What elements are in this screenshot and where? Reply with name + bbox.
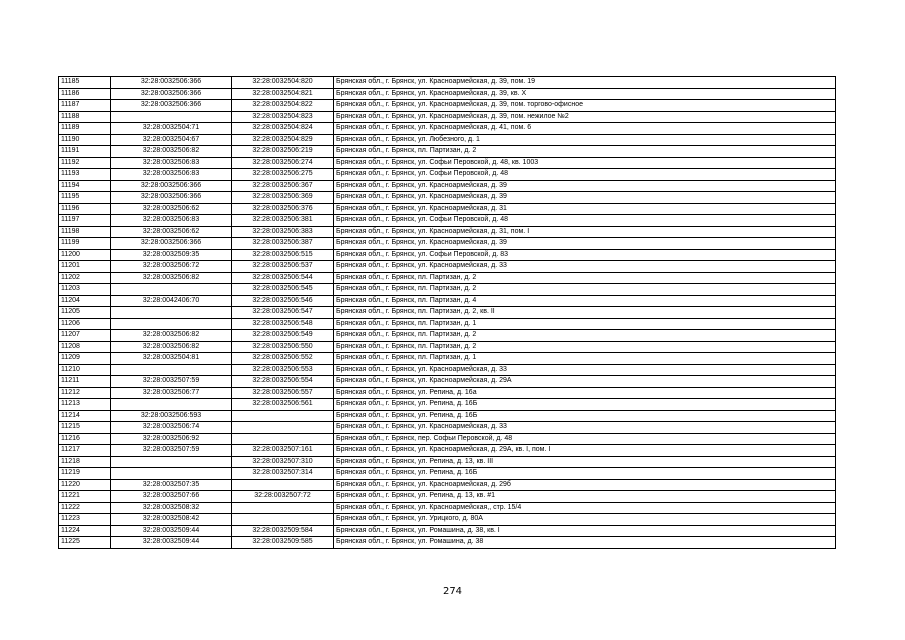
table-row bbox=[59, 111, 836, 123]
address-cell: Брянская обл., г. Брянск, пл. Партизан, д. 1 bbox=[334, 353, 836, 365]
address-cell: Брянская обл., г. Брянск, ул. Красноармейская, д. 33 bbox=[334, 364, 836, 376]
row-number-cell: 11201 bbox=[59, 261, 111, 273]
cadastral-number-cell: 32:28:0032506:366 bbox=[111, 77, 232, 89]
cadastral-number-cell: 32:28:0032506:82 bbox=[111, 272, 232, 284]
address-cell: Брянская обл., г. Брянск, ул. Софьи Перовской, д. 48 bbox=[334, 169, 836, 181]
row-number-cell: 11189 bbox=[59, 123, 111, 135]
address-cell: Брянская обл., г. Брянск, пл. Партизан, д. 2 bbox=[334, 341, 836, 353]
object-cadastral-number-cell: 32:28:0032504:824 bbox=[232, 123, 334, 135]
row-number-cell: 11222 bbox=[59, 502, 111, 514]
object-cadastral-number-cell: 32:28:0032506:275 bbox=[232, 169, 334, 181]
table-row bbox=[59, 146, 836, 158]
object-cadastral-number-cell: 32:28:0032506:552 bbox=[232, 353, 334, 365]
object-cadastral-number-cell: 32:28:0032504:829 bbox=[232, 134, 334, 146]
row-number-cell: 11187 bbox=[59, 100, 111, 112]
object-cadastral-number-cell: 32:28:0032506:376 bbox=[232, 203, 334, 215]
row-number-cell: 11202 bbox=[59, 272, 111, 284]
cadastral-number-cell: 32:28:0032507:59 bbox=[111, 376, 232, 388]
cadastral-number-cell: 32:28:0032507:66 bbox=[111, 491, 232, 503]
table-row bbox=[59, 215, 836, 227]
object-cadastral-number-cell: 32:28:0032506:387 bbox=[232, 238, 334, 250]
object-cadastral-number-cell: 32:28:0032506:537 bbox=[232, 261, 334, 273]
table-row bbox=[59, 203, 836, 215]
table-row bbox=[59, 468, 836, 480]
object-cadastral-number-cell: 32:28:0032504:822 bbox=[232, 100, 334, 112]
address-cell: Брянская обл., г. Брянск, ул. Красноармейская, д. 39, кв. X bbox=[334, 88, 836, 100]
cadastral-number-cell: 32:28:0032506:62 bbox=[111, 226, 232, 238]
address-cell: Брянская обл., г. Брянск, ул. Софьи Перовской, д. 48 bbox=[334, 215, 836, 227]
table-row bbox=[59, 88, 836, 100]
table-row bbox=[59, 180, 836, 192]
table-row bbox=[59, 192, 836, 204]
row-number-cell: 11210 bbox=[59, 364, 111, 376]
table-row bbox=[59, 261, 836, 273]
cadastral-number-cell: 32:28:0032506:77 bbox=[111, 387, 232, 399]
cadastral-number-cell bbox=[111, 111, 232, 123]
table-row bbox=[59, 399, 836, 411]
address-cell: Брянская обл., г. Брянск, ул. Софьи Перовской, д. 48, кв. 1003 bbox=[334, 157, 836, 169]
table-row bbox=[59, 456, 836, 468]
address-cell: Брянская обл., г. Брянск, ул. Красноармейская, д. 39, пом. нежилое №2 bbox=[334, 111, 836, 123]
table-row bbox=[59, 445, 836, 457]
object-cadastral-number-cell: 32:28:0032506:561 bbox=[232, 399, 334, 411]
address-cell: Брянская обл., г. Брянск, пл. Партизан, д. 4 bbox=[334, 295, 836, 307]
table-row bbox=[59, 134, 836, 146]
row-number-cell: 11216 bbox=[59, 433, 111, 445]
address-cell: Брянская обл., г. Брянск, ул. Любезного, д. 1 bbox=[334, 134, 836, 146]
address-cell: Брянская обл., г. Брянск, ул. Репина, д. 13, кв. III bbox=[334, 456, 836, 468]
object-cadastral-number-cell: 32:28:0032506:383 bbox=[232, 226, 334, 238]
object-cadastral-number-cell: 32:28:0032504:823 bbox=[232, 111, 334, 123]
table-row bbox=[59, 100, 836, 112]
cadastral-number-cell: 32:28:0042406:70 bbox=[111, 295, 232, 307]
object-cadastral-number-cell: 32:28:0032506:544 bbox=[232, 272, 334, 284]
table-row bbox=[59, 433, 836, 445]
cadastral-number-cell: 32:28:0032506:92 bbox=[111, 433, 232, 445]
cadastral-number-cell: 32:28:0032506:62 bbox=[111, 203, 232, 215]
object-cadastral-number-cell: 32:28:0032506:553 bbox=[232, 364, 334, 376]
address-cell: Брянская обл., г. Брянск, пл. Партизан, д. 2 bbox=[334, 284, 836, 296]
table-row bbox=[59, 284, 836, 296]
cadastral-number-cell bbox=[111, 307, 232, 319]
object-cadastral-number-cell bbox=[232, 433, 334, 445]
table-row bbox=[59, 502, 836, 514]
object-cadastral-number-cell bbox=[232, 514, 334, 526]
table-row bbox=[59, 226, 836, 238]
address-cell: Брянская обл., г. Брянск, ул. Репина, д. 16а bbox=[334, 387, 836, 399]
cadastral-number-cell: 32:28:0032506:593 bbox=[111, 410, 232, 422]
table-row bbox=[59, 525, 836, 537]
cadastral-number-cell: 32:28:0032506:83 bbox=[111, 169, 232, 181]
row-number-cell: 11200 bbox=[59, 249, 111, 261]
row-number-cell: 11188 bbox=[59, 111, 111, 123]
address-cell: Брянская обл., г. Брянск, ул. Красноармейская, д. 31 bbox=[334, 203, 836, 215]
address-cell: Брянская обл., г. Брянск, ул. Репина, д. 13, кв. #1 bbox=[334, 491, 836, 503]
row-number-cell: 11218 bbox=[59, 456, 111, 468]
cadastral-number-cell: 32:28:0032509:44 bbox=[111, 525, 232, 537]
object-cadastral-number-cell: 32:28:0032506:274 bbox=[232, 157, 334, 169]
row-number-cell: 11212 bbox=[59, 387, 111, 399]
table-row bbox=[59, 249, 836, 261]
row-number-cell: 11194 bbox=[59, 180, 111, 192]
cadastral-number-cell: 32:28:0032509:44 bbox=[111, 537, 232, 549]
cadastral-number-cell: 32:28:0032508:42 bbox=[111, 514, 232, 526]
table-row bbox=[59, 295, 836, 307]
row-number-cell: 11224 bbox=[59, 525, 111, 537]
object-cadastral-number-cell: 32:28:0032506:545 bbox=[232, 284, 334, 296]
cadastral-number-cell bbox=[111, 468, 232, 480]
cadastral-number-cell: 32:28:0032504:81 bbox=[111, 353, 232, 365]
table-row bbox=[59, 307, 836, 319]
row-number-cell: 11192 bbox=[59, 157, 111, 169]
address-cell: Брянская обл., г. Брянск, пл. Партизан, д. 2 bbox=[334, 272, 836, 284]
cadastral-number-cell: 32:28:0032504:71 bbox=[111, 123, 232, 135]
row-number-cell: 11204 bbox=[59, 295, 111, 307]
cadastral-number-cell: 32:28:0032506:366 bbox=[111, 192, 232, 204]
cadastral-table bbox=[58, 76, 836, 549]
cadastral-number-cell: 32:28:0032506:74 bbox=[111, 422, 232, 434]
cadastral-number-cell: 32:28:0032506:83 bbox=[111, 215, 232, 227]
row-number-cell: 11185 bbox=[59, 77, 111, 89]
address-cell: Брянская обл., г. Брянск, ул. Красноармейская, д. 29А, кв. I, пом. I bbox=[334, 445, 836, 457]
table-body bbox=[59, 77, 836, 549]
address-cell: Брянская обл., г. Брянск, ул. Репина, д. 16Б bbox=[334, 468, 836, 480]
object-cadastral-number-cell: 32:28:0032504:820 bbox=[232, 77, 334, 89]
cadastral-number-cell: 32:28:0032506:366 bbox=[111, 100, 232, 112]
address-cell: Брянская обл., г. Брянск, ул. Урицкого, д. 80А bbox=[334, 514, 836, 526]
row-number-cell: 11209 bbox=[59, 353, 111, 365]
object-cadastral-number-cell: 32:28:0032506:550 bbox=[232, 341, 334, 353]
cadastral-number-cell: 32:28:0032506:366 bbox=[111, 180, 232, 192]
row-number-cell: 11213 bbox=[59, 399, 111, 411]
address-cell: Брянская обл., г. Брянск, ул. Красноармейская, д. 39 bbox=[334, 238, 836, 250]
object-cadastral-number-cell: 32:28:0032506:381 bbox=[232, 215, 334, 227]
address-cell: Брянская обл., г. Брянск, ул. Красноармейская, д. 33 bbox=[334, 422, 836, 434]
address-cell: Брянская обл., г. Брянск, ул. Красноармейская, д. 41, пом. 6 bbox=[334, 123, 836, 135]
row-number-cell: 11219 bbox=[59, 468, 111, 480]
cadastral-number-cell bbox=[111, 456, 232, 468]
address-cell: Брянская обл., г. Брянск, ул. Красноармейская, д. 39 bbox=[334, 192, 836, 204]
table-row bbox=[59, 341, 836, 353]
address-cell: Брянская обл., г. Брянск, пл. Партизан, д. 1 bbox=[334, 318, 836, 330]
address-cell: Брянская обл., г. Брянск, ул. Красноармейская, д. 29б bbox=[334, 479, 836, 491]
address-cell: Брянская обл., г. Брянск, ул. Красноармейская, д. 29А bbox=[334, 376, 836, 388]
address-cell: Брянская обл., г. Брянск, ул. Красноармейская, д. 39, пом. торгово-офисное bbox=[334, 100, 836, 112]
object-cadastral-number-cell bbox=[232, 479, 334, 491]
table-row bbox=[59, 77, 836, 89]
row-number-cell: 11205 bbox=[59, 307, 111, 319]
object-cadastral-number-cell: 32:28:0032506:367 bbox=[232, 180, 334, 192]
object-cadastral-number-cell: 32:28:0032506:546 bbox=[232, 295, 334, 307]
row-number-cell: 11203 bbox=[59, 284, 111, 296]
object-cadastral-number-cell: 32:28:0032509:585 bbox=[232, 537, 334, 549]
row-number-cell: 11207 bbox=[59, 330, 111, 342]
table-row bbox=[59, 410, 836, 422]
object-cadastral-number-cell: 32:28:0032507:314 bbox=[232, 468, 334, 480]
cadastral-number-cell: 32:28:0032506:366 bbox=[111, 88, 232, 100]
table-row bbox=[59, 157, 836, 169]
object-cadastral-number-cell: 32:28:0032507:161 bbox=[232, 445, 334, 457]
cadastral-number-cell: 32:28:0032506:83 bbox=[111, 157, 232, 169]
cadastral-number-cell bbox=[111, 399, 232, 411]
table-row bbox=[59, 238, 836, 250]
address-cell: Брянская обл., г. Брянск, пл. Партизан, д. 2 bbox=[334, 146, 836, 158]
table-row bbox=[59, 330, 836, 342]
cadastral-number-cell: 32:28:0032506:72 bbox=[111, 261, 232, 273]
object-cadastral-number-cell: 32:28:0032506:515 bbox=[232, 249, 334, 261]
table-row bbox=[59, 364, 836, 376]
row-number-cell: 11217 bbox=[59, 445, 111, 457]
table-row bbox=[59, 537, 836, 549]
table-row bbox=[59, 422, 836, 434]
row-number-cell: 11208 bbox=[59, 341, 111, 353]
row-number-cell: 11197 bbox=[59, 215, 111, 227]
row-number-cell: 11191 bbox=[59, 146, 111, 158]
table-row bbox=[59, 169, 836, 181]
object-cadastral-number-cell: 32:28:0032507:310 bbox=[232, 456, 334, 468]
row-number-cell: 11186 bbox=[59, 88, 111, 100]
table-row bbox=[59, 479, 836, 491]
object-cadastral-number-cell: 32:28:0032506:549 bbox=[232, 330, 334, 342]
cadastral-number-cell: 32:28:0032506:82 bbox=[111, 330, 232, 342]
address-cell: Брянская обл., г. Брянск, пер. Софьи Перовской, д. 48 bbox=[334, 433, 836, 445]
cadastral-number-cell bbox=[111, 364, 232, 376]
address-cell: Брянская обл., г. Брянск, ул. Красноармейская, д. 39 bbox=[334, 180, 836, 192]
cadastral-number-cell bbox=[111, 318, 232, 330]
row-number-cell: 11215 bbox=[59, 422, 111, 434]
page-number: 274 bbox=[442, 586, 463, 597]
object-cadastral-number-cell: 32:28:0032504:821 bbox=[232, 88, 334, 100]
row-number-cell: 11190 bbox=[59, 134, 111, 146]
row-number-cell: 11214 bbox=[59, 410, 111, 422]
object-cadastral-number-cell: 32:28:0032509:584 bbox=[232, 525, 334, 537]
address-cell: Брянская обл., г. Брянск, ул. Репина, д. 16Б bbox=[334, 410, 836, 422]
row-number-cell: 11220 bbox=[59, 479, 111, 491]
object-cadastral-number-cell: 32:28:0032506:548 bbox=[232, 318, 334, 330]
table-row bbox=[59, 514, 836, 526]
table-row bbox=[59, 376, 836, 388]
object-cadastral-number-cell: 32:28:0032506:547 bbox=[232, 307, 334, 319]
row-number-cell: 11221 bbox=[59, 491, 111, 503]
row-number-cell: 11195 bbox=[59, 192, 111, 204]
object-cadastral-number-cell: 32:28:0032506:369 bbox=[232, 192, 334, 204]
object-cadastral-number-cell: 32:28:0032506:554 bbox=[232, 376, 334, 388]
cadastral-number-cell: 32:28:0032507:59 bbox=[111, 445, 232, 457]
object-cadastral-number-cell bbox=[232, 502, 334, 514]
object-cadastral-number-cell: 32:28:0032506:219 bbox=[232, 146, 334, 158]
row-number-cell: 11193 bbox=[59, 169, 111, 181]
cadastral-number-cell: 32:28:0032506:366 bbox=[111, 238, 232, 250]
object-cadastral-number-cell: 32:28:0032507:72 bbox=[232, 491, 334, 503]
cadastral-number-cell: 32:28:0032506:82 bbox=[111, 146, 232, 158]
row-number-cell: 11196 bbox=[59, 203, 111, 215]
address-cell: Брянская обл., г. Брянск, пл. Партизан, д. 2, кв. II bbox=[334, 307, 836, 319]
cadastral-number-cell: 32:28:0032507:35 bbox=[111, 479, 232, 491]
row-number-cell: 11223 bbox=[59, 514, 111, 526]
row-number-cell: 11211 bbox=[59, 376, 111, 388]
cadastral-number-cell: 32:28:0032508:32 bbox=[111, 502, 232, 514]
address-cell: Брянская обл., г. Брянск, ул. Ромашина, д. 38 bbox=[334, 537, 836, 549]
table-row bbox=[59, 123, 836, 135]
address-cell: Брянская обл., г. Брянск, ул. Красноармейская, д. 31, пом. I bbox=[334, 226, 836, 238]
object-cadastral-number-cell bbox=[232, 410, 334, 422]
address-cell: Брянская обл., г. Брянск, ул. Ромашина, д. 38, кв. I bbox=[334, 525, 836, 537]
row-number-cell: 11206 bbox=[59, 318, 111, 330]
address-cell: Брянская обл., г. Брянск, ул. Софьи Перовской, д. 83 bbox=[334, 249, 836, 261]
row-number-cell: 11199 bbox=[59, 238, 111, 250]
table-row bbox=[59, 318, 836, 330]
row-number-cell: 11225 bbox=[59, 537, 111, 549]
table-row bbox=[59, 272, 836, 284]
cadastral-number-cell: 32:28:0032509:35 bbox=[111, 249, 232, 261]
cadastral-number-cell bbox=[111, 284, 232, 296]
cadastral-number-cell: 32:28:0032504:67 bbox=[111, 134, 232, 146]
address-cell: Брянская обл., г. Брянск, пл. Партизан, д. 2 bbox=[334, 330, 836, 342]
address-cell: Брянская обл., г. Брянск, ул. Красноармейская, д. 33 bbox=[334, 261, 836, 273]
cadastral-number-cell: 32:28:0032506:82 bbox=[111, 341, 232, 353]
row-number-cell: 11198 bbox=[59, 226, 111, 238]
table-row bbox=[59, 491, 836, 503]
table-row bbox=[59, 353, 836, 365]
address-cell: Брянская обл., г. Брянск, ул. Репина, д. 16Б bbox=[334, 399, 836, 411]
table-row bbox=[59, 387, 836, 399]
address-cell: Брянская обл., г. Брянск, ул. Красноармейская,, стр. 15/4 bbox=[334, 502, 836, 514]
object-cadastral-number-cell bbox=[232, 422, 334, 434]
address-cell: Брянская обл., г. Брянск, ул. Красноармейская, д. 39, пом. 19 bbox=[334, 77, 836, 89]
object-cadastral-number-cell: 32:28:0032506:557 bbox=[232, 387, 334, 399]
